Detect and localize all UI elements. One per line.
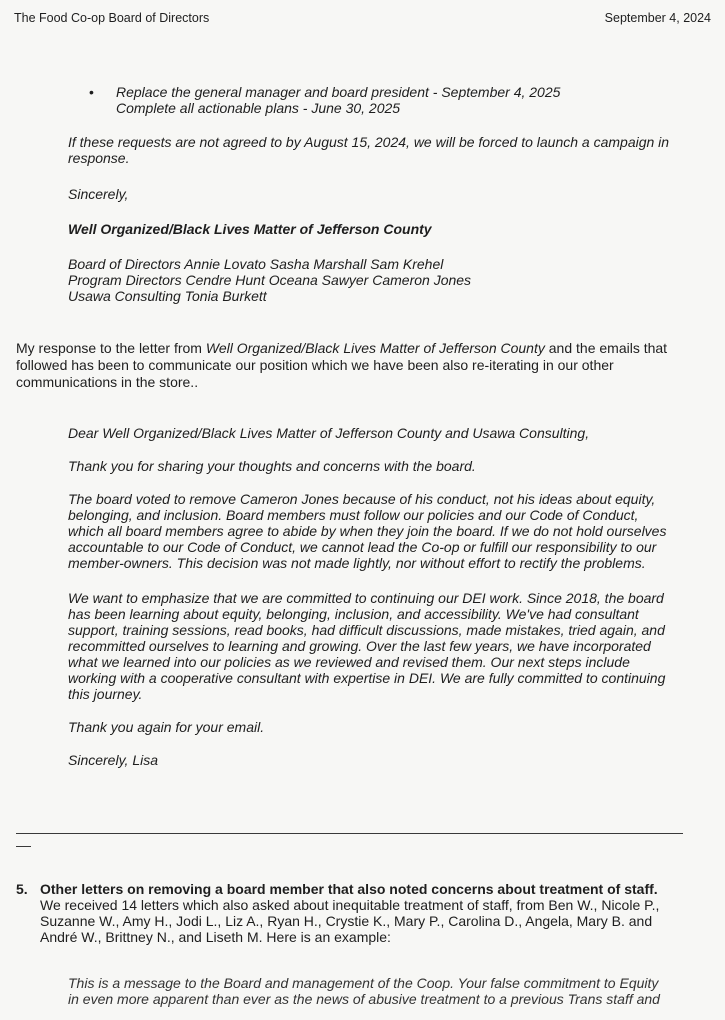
- text-line: working with a cooperative consultant with expertise in DEI. We are fully committed to continuing: [68, 670, 666, 686]
- text-line: which all board members agree to abide by when they join the board. If we do not hold ourselves: [68, 523, 667, 539]
- text-line: André W., Brittney N., and Liseth M. Here is an example:: [40, 929, 391, 945]
- bullet-icon: •: [89, 84, 94, 100]
- signature-block: [68, 256, 471, 304]
- text-line: response.: [68, 150, 130, 166]
- text-line: [16, 340, 667, 357]
- section-number: 5.: [16, 881, 28, 897]
- text-line: Suzanne W., Amy H., Jodi L., Liz A., Ryan H., Crystie K., Mary P., Carolina D., Angela, Mary B. and: [40, 913, 653, 929]
- text-span: and the emails that: [544, 340, 668, 356]
- paragraph-removal: [68, 491, 666, 571]
- response-intro: [16, 340, 667, 391]
- text-line: belonging, and inclusion. Board members must follow our policies and our Code of Conduct,: [68, 507, 639, 523]
- paragraph-dei: [68, 590, 665, 702]
- text-line: We received 14 letters which also asked about inequitable treatment of staff, from Ben W., Nicole P.,: [40, 897, 660, 913]
- text-line: We want to emphasize that we are committed to continuing our DEI work. Since 2018, the board: [68, 590, 664, 606]
- signature-line: Board of Directors Annie Lovato Sasha Marshall Sam Krehel: [68, 256, 444, 272]
- header-org: The Food Co-op Board of Directors: [14, 11, 210, 25]
- text-line: recommitted ourselves to learning and growing. Over the last few years, we have incorporated: [68, 638, 651, 654]
- header-date: September 4, 2024: [604, 11, 711, 25]
- thanks-line: Thank you for sharing your thoughts and concerns with the board.: [68, 458, 476, 474]
- text-line: this journey.: [68, 686, 143, 702]
- text-line: member-owners. This decision was not made lightly, nor without effort to rectify the problems.: [68, 555, 646, 571]
- text-line: in even more apparent than ever as the news of abusive treatment to a previous Trans staff and: [68, 991, 660, 1007]
- letter-closing: Sincerely,: [68, 186, 129, 202]
- text-line: support, training sessions, read books, had difficult discussions, made mistakes, tried again, and: [68, 622, 665, 638]
- signature-line: Program Directors Cendre Hunt Oceana Sawyer Cameron Jones: [68, 272, 472, 288]
- text-span: My response to the letter from: [16, 340, 206, 356]
- text-line: accountable to our Code of Conduct, we cannot lead the Co-op or fulfill our responsibility to our: [68, 539, 657, 555]
- divider: [16, 833, 683, 834]
- section-body: [40, 897, 659, 945]
- bullet-item: [116, 84, 560, 116]
- text-line: followed has been to communicate our position which we have been also re-iterating in our other: [16, 357, 614, 373]
- thanks-again: Thank you again for your email.: [68, 719, 265, 735]
- signature-line: Usawa Consulting Tonia Burkett: [68, 288, 267, 304]
- divider-short: [16, 846, 31, 847]
- bullet-line: Replace the general manager and board president - September 4, 2025: [116, 84, 561, 100]
- salutation: Dear Well Organized/Black Lives Matter of Jefferson County and Usawa Consulting,: [68, 425, 590, 441]
- text-line: This is a message to the Board and management of the Coop. Your false commitment to Equity: [68, 975, 659, 991]
- bullet-line: Complete all actionable plans - June 30, 2025: [116, 100, 401, 116]
- section-heading: Other letters on removing a board member that also noted concerns about treatment of staff.: [40, 881, 658, 897]
- org-name-inline: Well Organized/Black Lives Matter of Jefferson County: [205, 340, 545, 356]
- text-line: communications in the store..: [16, 374, 199, 390]
- letter-closing: Sincerely, Lisa: [68, 752, 159, 768]
- text-line: The board voted to remove Cameron Jones because of his conduct, not his ideas about equity,: [68, 491, 656, 507]
- text-line: what we learned into our policies as we reviewed and revised them. Our next steps include: [68, 654, 630, 670]
- text-line: If these requests are not agreed to by August 15, 2024, we will be forced to launch a campaign in: [68, 134, 670, 150]
- quoted-letter: [68, 975, 660, 1007]
- org-name: Well Organized/Black Lives Matter of Jefferson County: [68, 221, 432, 237]
- warning-paragraph: [68, 134, 669, 166]
- text-line: has been learning about equity, belonging, inclusion, and accessibility. We've had consultant: [68, 606, 639, 622]
